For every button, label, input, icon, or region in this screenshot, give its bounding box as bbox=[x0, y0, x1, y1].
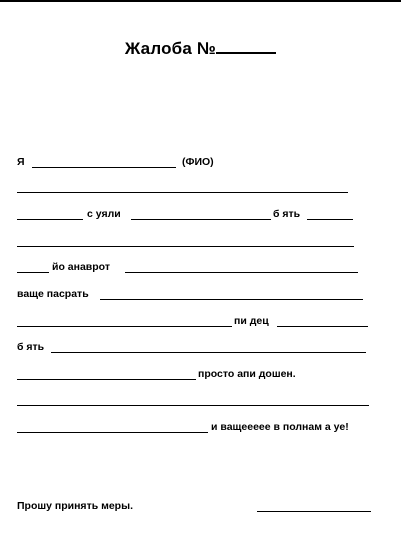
row-6-text: ваще пасрать bbox=[17, 288, 89, 300]
row-3-text-b: б ять bbox=[273, 208, 301, 220]
blank-row-2 bbox=[17, 235, 357, 249]
blank-line[interactable] bbox=[17, 421, 208, 433]
blank-line[interactable] bbox=[307, 208, 353, 220]
row-9-text: просто апи дошен. bbox=[198, 368, 296, 380]
blank-line[interactable] bbox=[131, 208, 271, 220]
blank-line[interactable] bbox=[17, 394, 369, 406]
blank-line[interactable] bbox=[17, 261, 49, 273]
form-title-text: Жалоба № bbox=[124, 39, 217, 58]
blank-line[interactable] bbox=[17, 208, 83, 220]
form-title bbox=[0, 38, 401, 59]
row-3 bbox=[17, 208, 357, 222]
name-blank[interactable] bbox=[32, 156, 176, 168]
blank-line[interactable] bbox=[17, 235, 354, 247]
blank-line[interactable] bbox=[17, 368, 196, 380]
row-5-text: йо анаврот bbox=[52, 261, 110, 273]
row-7-text: пи дец bbox=[234, 315, 269, 327]
blank-row-3 bbox=[17, 394, 377, 408]
row-5 bbox=[17, 261, 362, 275]
name-row bbox=[17, 156, 387, 170]
row-9 bbox=[17, 368, 357, 382]
row-11 bbox=[17, 421, 387, 435]
row-11-text: и ващеееее в полнам а уе! bbox=[211, 421, 349, 433]
blank-line[interactable] bbox=[17, 315, 232, 327]
blank-line[interactable] bbox=[17, 181, 348, 193]
blank-line[interactable] bbox=[277, 315, 368, 327]
row-6 bbox=[17, 288, 367, 302]
top-border bbox=[0, 0, 401, 2]
number-blank[interactable] bbox=[216, 38, 276, 54]
signature-blank[interactable] bbox=[257, 500, 371, 512]
row-8-text: б ять bbox=[17, 341, 45, 353]
blank-line[interactable] bbox=[100, 288, 363, 300]
footer-row bbox=[17, 500, 387, 514]
name-suffix: (ФИО) bbox=[182, 156, 214, 168]
footer-request: Прошу принять меры. bbox=[17, 500, 133, 512]
row-3-text-a: с уяли bbox=[87, 208, 121, 220]
row-8 bbox=[17, 341, 372, 355]
row-7 bbox=[17, 315, 372, 329]
blank-line[interactable] bbox=[51, 341, 366, 353]
name-prefix: Я bbox=[17, 156, 25, 168]
blank-line[interactable] bbox=[125, 261, 358, 273]
blank-row-1 bbox=[17, 181, 352, 195]
